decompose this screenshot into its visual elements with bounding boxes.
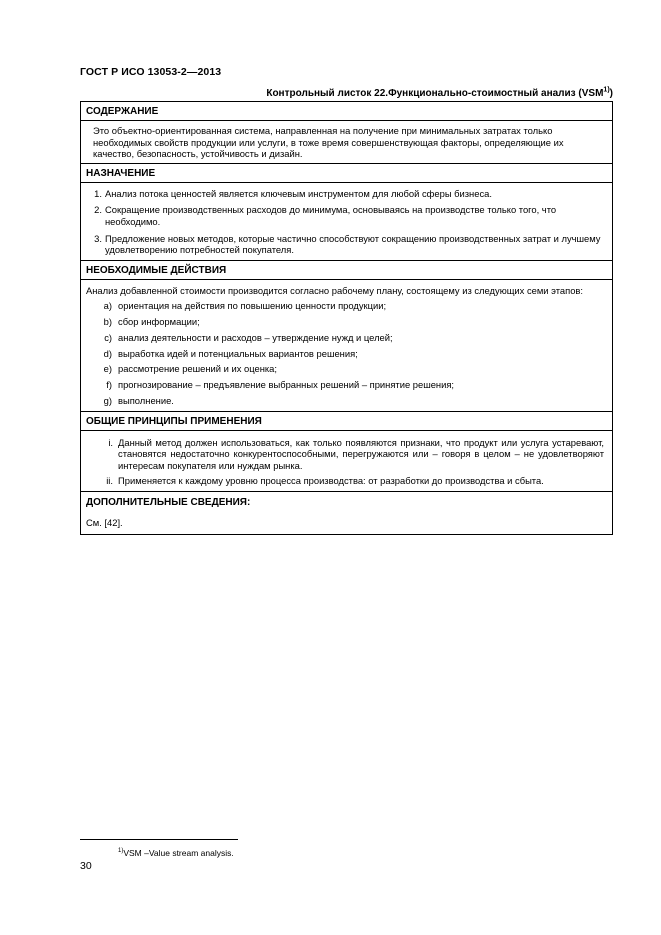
list-text: ориентация на действия по повышению ценности продукции;: [118, 300, 387, 312]
table-caption: [80, 88, 613, 99]
list-marker: c): [104, 331, 112, 343]
page-number: 30: [80, 860, 92, 872]
footnote-text: VSM –Value stream analysis.: [123, 848, 234, 858]
list-text: Применяется к каждому уровню процесса производства: от разработки до производства и сбыта.: [118, 475, 544, 487]
list-text: Данный метод должен использоваться, как только появляются признаки, что продукт или услуга устаревают, становятся недостаточно конкурентоспособными, перегружаются или – говоря в целом – не удовлетворяют интересам покупателя или нуждам рынка.: [118, 436, 604, 471]
checklist-table: [80, 101, 613, 535]
section-title: ДОПОЛНИТЕЛЬНЫЕ СВЕДЕНИЯ:: [86, 497, 251, 508]
list-item: [86, 379, 606, 391]
list-marker: i.: [108, 436, 113, 448]
list-item: [86, 395, 606, 407]
list-marker: 2.: [94, 204, 102, 216]
document-id: ГОСТ Р ИСО 13053-2—2013: [80, 66, 222, 78]
list-text: выработка идей и потенциальных вариантов решения;: [118, 347, 358, 359]
list-text: Предложение новых методов, которые частично способствуют сокращению производственных затрат и лучшему удовлетворению потребностей покупателя.: [105, 232, 601, 256]
list-text: сбор информации;: [118, 316, 200, 328]
list-marker: g): [103, 395, 112, 407]
footnote-divider: [80, 839, 238, 840]
reference-link[interactable]: См. [42].: [86, 517, 123, 528]
list-item: [86, 437, 606, 472]
list-text: выполнение.: [118, 395, 174, 407]
list-marker: f): [106, 379, 112, 391]
list-item: [86, 316, 606, 328]
list-marker: b): [103, 316, 112, 328]
list-text: прогнозирование – предъявление выбранных решений – принятие решения;: [118, 379, 455, 391]
footnote-marker: 1): [118, 848, 124, 855]
section-title: НАЗНАЧЕНИЕ: [81, 164, 612, 183]
list-marker: 3.: [94, 232, 102, 244]
section-content: [81, 102, 612, 163]
content-text: Это объектно-ориентированная система, направленная на получение при минимальных затратах только необходимых свойств продукции или услуги, в тоже время совершенствующая факторы, определяющие их качество, безопасность, устойчивость и дизайн.: [93, 125, 564, 160]
section-title: СОДЕРЖАНИЕ: [81, 102, 612, 121]
list-marker: ii.: [106, 475, 113, 487]
section-title: НЕОБХОДИМЫЕ ДЕЙСТВИЯ: [81, 261, 612, 280]
table-caption-text: Контрольный листок 22.Функционально-стоимостный анализ (VSM: [266, 88, 604, 99]
section-title: ОБЩИЕ ПРИНЦИПЫ ПРИМЕНЕНИЯ: [81, 412, 612, 431]
list-item: [87, 233, 606, 256]
list-item: [86, 348, 606, 360]
list-item: [87, 204, 606, 227]
list-item: [86, 332, 606, 344]
section-additional: [81, 491, 612, 534]
section-actions: [81, 260, 612, 411]
list-text: Анализ потока ценностей является ключевым инструментом для любой сферы бизнеса.: [105, 187, 492, 199]
list-text: Сокращение производственных расходов до минимума, основываясь на производстве только того, что необходимо.: [105, 204, 557, 227]
list-item: [86, 363, 606, 375]
list-marker: e): [103, 363, 112, 375]
footnote: [118, 848, 234, 858]
footnote-reference[interactable]: 1): [603, 86, 610, 94]
list-text: анализ деятельности и расходов – утверждение нужд и целей;: [118, 331, 393, 343]
section-purpose: [81, 163, 612, 260]
section-principles: [81, 411, 612, 491]
list-marker: 1.: [94, 187, 102, 199]
actions-intro: Анализ добавленной стоимости производится согласно рабочему плану, состоящему из следующих семи этапов:: [86, 284, 584, 296]
list-item: [87, 188, 606, 200]
list-text: рассмотрение решений и их оценка;: [118, 363, 277, 375]
list-marker: a): [103, 300, 112, 312]
list-item: [86, 475, 606, 487]
list-item: [86, 300, 606, 312]
caption-close-paren: ): [609, 88, 613, 99]
list-marker: d): [103, 347, 112, 359]
